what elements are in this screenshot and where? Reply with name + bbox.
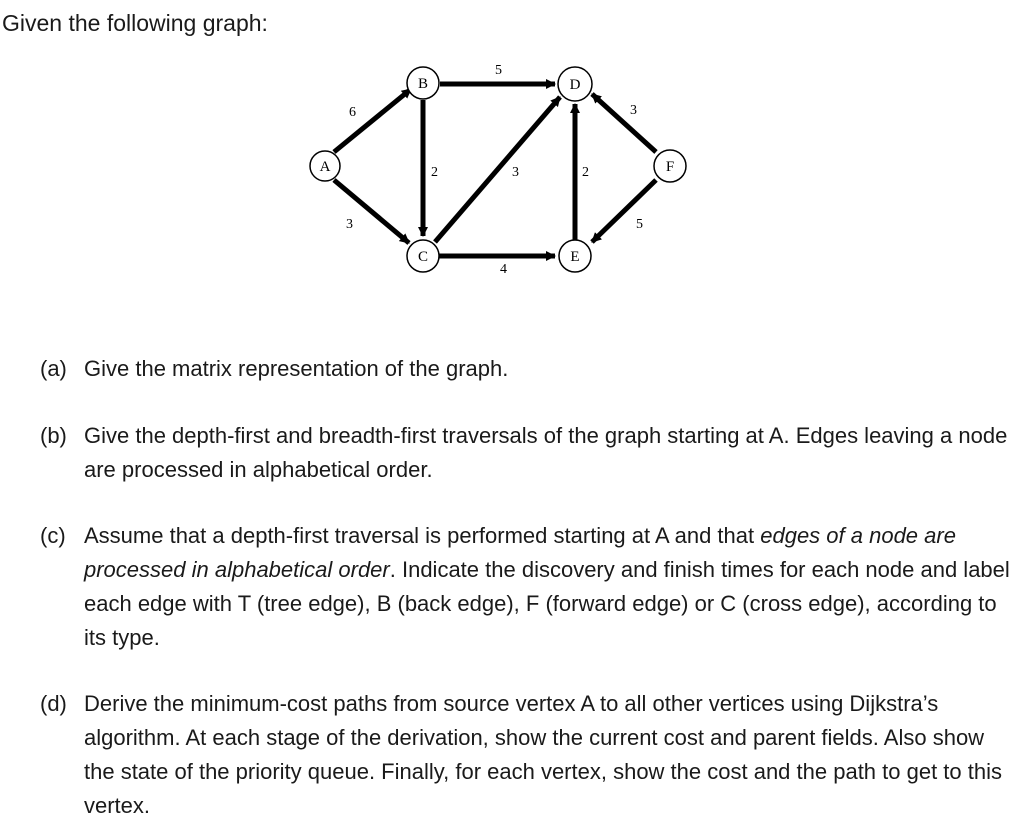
weight-c-e: 4: [500, 262, 507, 277]
question-c-text-after: . Indicate the discovery and finish times for each node and label each edge with T (tree edge), B (back edge), F (forward edge) or C (cross edge), according to its type.: [84, 557, 1010, 650]
edge-f-e: [592, 180, 656, 242]
weight-b-c: 2: [431, 165, 438, 180]
question-c: [40, 519, 1010, 655]
weight-b-d: 5: [495, 63, 502, 78]
question-c-text-before: Assume that a depth-first traversal is performed starting at A and that: [84, 523, 761, 548]
weight-f-d: 3: [630, 103, 637, 118]
svg-text:D: D: [569, 77, 581, 93]
edge-f-d: [592, 94, 656, 152]
svg-text:C: C: [417, 249, 429, 265]
node-d: [558, 67, 592, 101]
node-e: [559, 240, 591, 272]
node-a: [310, 151, 340, 181]
question-a: [40, 352, 1010, 386]
weight-a-c: 3: [346, 217, 353, 232]
page-heading: Given the following graph:: [2, 10, 268, 36]
question-c-letter: (c): [40, 523, 66, 548]
weight-f-e: 5: [636, 217, 643, 232]
svg-text:F: F: [665, 159, 675, 175]
node-c: [407, 240, 439, 272]
node-f: [654, 150, 686, 182]
question-b-letter: (b): [40, 423, 67, 448]
question-d-letter: (d): [40, 691, 67, 716]
svg-text:A: A: [319, 159, 331, 175]
question-d: [40, 687, 1010, 823]
question-a-letter: (a): [40, 356, 67, 381]
question-c-text-italic: edges of a node are processed in alphabetical order: [84, 523, 956, 582]
question-b-text: Give the depth-first and breadth-first traversals of the graph starting at A. Edges leaving a node are processed in alphabetical order.: [84, 423, 1008, 482]
graph-diagram: [300, 60, 700, 285]
question-d-text: Derive the minimum-cost paths from source vertex A to all other vertices using Dijkstra’s algorithm. At each stage of the derivation, show the current cost and parent fields. Also show the state of the priority queue. Finally, for each vertex, show the cost and the path to get to this vertex.: [84, 691, 1003, 818]
question-list: [40, 352, 1010, 823]
edge-a-b: [334, 89, 411, 152]
edge-a-c: [334, 180, 409, 243]
weight-e-d: 2: [582, 165, 589, 180]
svg-text:B: B: [417, 76, 429, 92]
svg-text:E: E: [570, 249, 580, 265]
graph-svg: [300, 60, 700, 285]
node-b: [407, 67, 439, 99]
question-b: [40, 419, 1010, 487]
edge-c-d: [435, 97, 560, 242]
weight-a-b: 6: [349, 105, 356, 120]
weight-c-d: 3: [512, 165, 519, 180]
question-a-text: Give the matrix representation of the graph.: [84, 356, 509, 381]
